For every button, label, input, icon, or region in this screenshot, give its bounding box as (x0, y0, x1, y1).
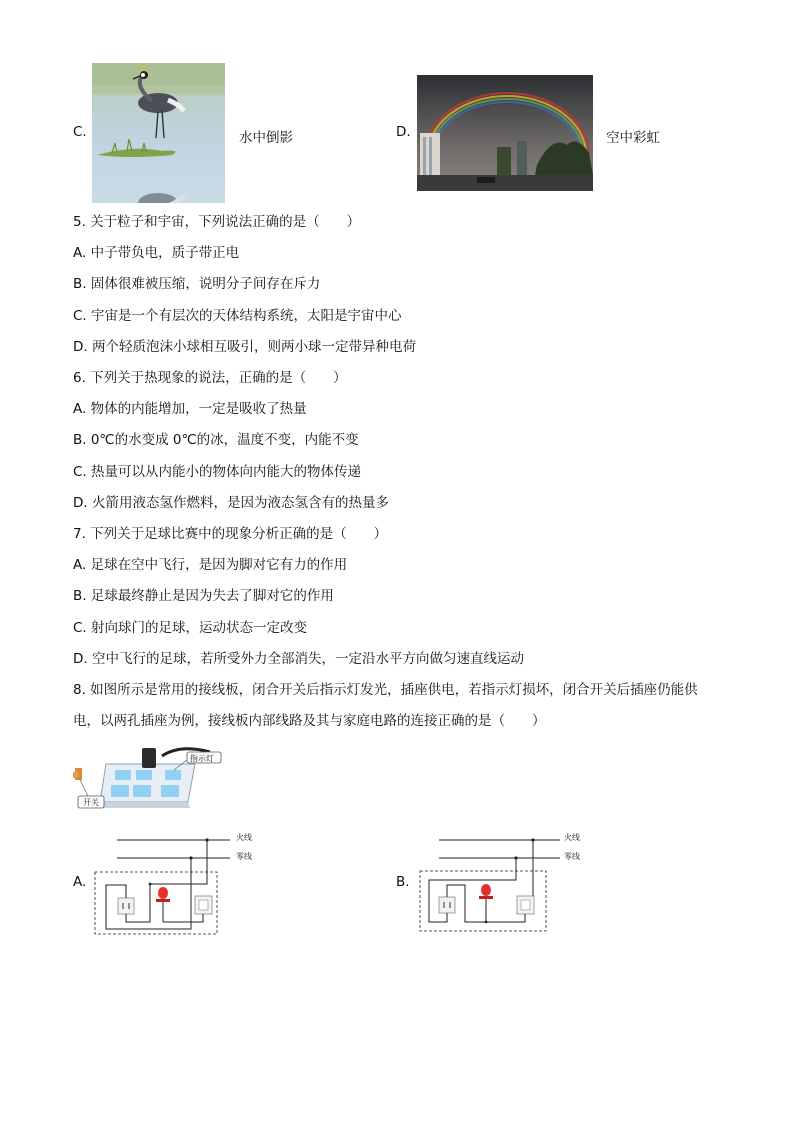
q7-option-d: D. 空中飞行的足球，若所受外力全部消失，一定沿水平方向做匀速直线运动 (73, 651, 524, 667)
q5-option-c: C. 宇宙是一个有层次的天体结构系统，太阳是宇宙中心 (73, 308, 402, 324)
q7-option-b: B. 足球最终静止是因为失去了脚对它的作用 (73, 588, 334, 604)
circuit-b-letter: B. (396, 874, 410, 890)
circuit-b-neutral-label: 零线 (564, 852, 580, 861)
rainbow-photo (417, 75, 593, 191)
circuit-a-live-label: 火线 (236, 833, 252, 842)
indicator-label: 指示灯 (190, 754, 214, 763)
option-c-letter: C. (73, 124, 87, 140)
q7-stem: 7. 下列关于足球比赛中的现象分析正确的是（ ） (73, 526, 388, 542)
q5-option-d: D. 两个轻质泡沫小球相互吸引，则两小球一定带异种电荷 (73, 339, 416, 355)
option-d-letter: D. (396, 124, 411, 140)
q6-option-c: C. 热量可以从内能小的物体向内能大的物体传递 (73, 464, 362, 480)
q5-stem: 5. 关于粒子和宇宙，下列说法正确的是（ ） (73, 214, 361, 230)
q8-stem-line2: 电，以两孔插座为例，接线板内部线路及其与家庭电路的连接正确的是（ ） (73, 713, 546, 729)
q6-option-b: B. 0℃的水变成 0℃的冰，温度不变，内能不变 (73, 432, 359, 448)
circuit-b-diagram (415, 828, 595, 933)
circuit-a-diagram (90, 832, 270, 937)
circuit-a-letter: A. (73, 874, 87, 890)
switch-label: 开关 (83, 798, 99, 807)
option-d-caption: 空中彩虹 (606, 130, 660, 146)
q6-option-a: A. 物体的内能增加，一定是吸收了热量 (73, 401, 307, 417)
q8-stem-line1: 8. 如图所示是常用的接线板，闭合开关后指示灯发光，插座供电，若指示灯损坏，闭合开关后插座仍能供 (73, 682, 698, 698)
circuit-a-neutral-label: 零线 (236, 852, 252, 861)
q5-option-a: A. 中子带负电，质子带正电 (73, 245, 240, 261)
q7-option-c: C. 射向球门的足球，运动状态一定改变 (73, 620, 308, 636)
circuit-b-live-label: 火线 (564, 833, 580, 842)
q6-stem: 6. 下列关于热现象的说法，正确的是（ ） (73, 370, 347, 386)
crane-reflection-photo (92, 63, 225, 203)
q6-option-d: D. 火箭用液态氢作燃料，是因为液态氢含有的热量多 (73, 495, 389, 511)
power-strip-illustration (70, 742, 230, 814)
option-c-caption: 水中倒影 (239, 130, 293, 146)
q7-option-a: A. 足球在空中飞行，是因为脚对它有力的作用 (73, 557, 348, 573)
q5-option-b: B. 固体很难被压缩，说明分子间存在斥力 (73, 276, 321, 292)
